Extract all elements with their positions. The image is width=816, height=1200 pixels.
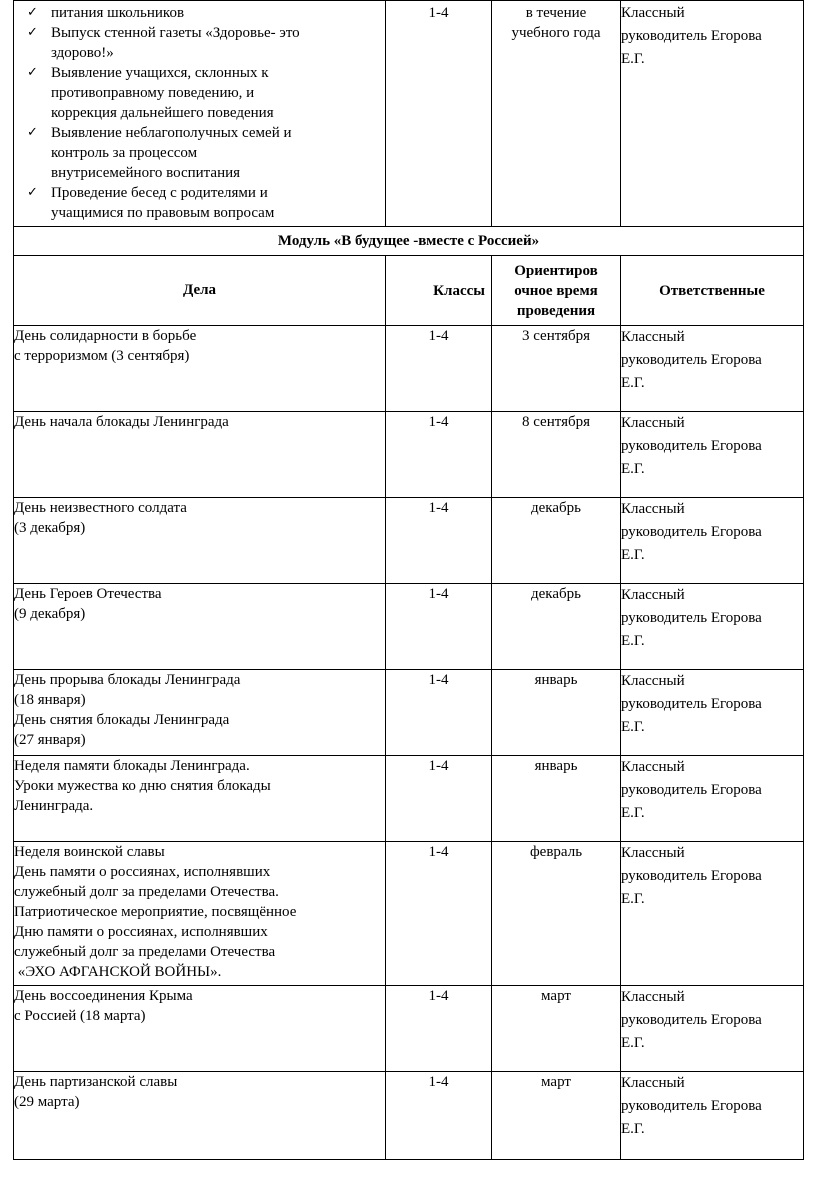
event-name — [14, 670, 386, 756]
event-classes: 1-4 — [386, 842, 492, 986]
event-responsible — [621, 584, 804, 670]
resp-line: Е.Г. — [621, 805, 645, 821]
date-line: учебного года — [511, 25, 601, 41]
event-line: День солидарности в борьбе — [14, 328, 197, 344]
header-date-line: проведения — [516, 302, 596, 319]
module-title: Модуль «В будущее -вместе с Россией» — [14, 227, 804, 256]
resp-line: Е.Г. — [621, 1121, 645, 1137]
event-line: с терроризмом (3 сентября) — [14, 348, 190, 364]
event-date: январь — [492, 756, 621, 842]
event-responsible — [621, 986, 804, 1072]
event-row — [14, 326, 804, 412]
event-line: Неделя воинской славы — [14, 844, 165, 860]
resp-line: Классный — [621, 501, 685, 517]
event-line: (29 марта) — [14, 1094, 80, 1110]
event-name — [14, 756, 386, 842]
checklist-line: внутрисемейного воспитания — [51, 165, 241, 181]
checklist — [14, 3, 385, 223]
checklist-line: Выявление неблагополучных семей и — [51, 125, 292, 141]
event-responsible — [621, 670, 804, 756]
checklist-item — [27, 123, 385, 183]
resp-line: Е.Г. — [621, 719, 645, 735]
event-row — [14, 584, 804, 670]
event-line: Патриотическое мероприятие, посвящённое — [14, 904, 297, 920]
checklist-line: учащимися по правовым вопросам — [51, 205, 275, 221]
event-line: (9 декабря) — [14, 606, 86, 622]
checkmark-icon: ✓ — [27, 125, 38, 140]
top-row-date — [492, 1, 621, 227]
resp-line: руководитель Егорова — [621, 1098, 762, 1114]
date-line: в течение — [525, 5, 587, 21]
checklist-line: противоправному поведению, и — [51, 85, 255, 101]
resp-line: руководитель Егорова — [621, 28, 762, 44]
event-date: март — [492, 986, 621, 1072]
event-row — [14, 842, 804, 986]
event-classes: 1-4 — [386, 756, 492, 842]
header-date-line: Ориентиров — [514, 262, 598, 279]
checklist-line: Выявление учащихся, склонных к — [51, 65, 269, 81]
event-date: 8 сентября — [492, 412, 621, 498]
resp-line: Классный — [621, 1075, 685, 1091]
header-date-line: очное время — [514, 282, 598, 299]
event-line: День воссоединения Крыма — [14, 988, 193, 1004]
event-responsible — [621, 756, 804, 842]
checklist-line: Проведение бесед с родителями и — [51, 185, 268, 201]
event-date: 3 сентября — [492, 326, 621, 412]
resp-line: Классный — [621, 329, 685, 345]
event-line: День партизанской славы — [14, 1074, 178, 1090]
header-row — [14, 256, 804, 326]
event-name — [14, 412, 386, 498]
plan-table-body — [14, 1, 804, 1160]
event-line: с Россией (18 марта) — [14, 1008, 146, 1024]
event-line: (18 января) — [14, 692, 86, 708]
checklist-item — [27, 183, 385, 223]
event-line: Ленинграда. — [14, 798, 94, 814]
resp-line: руководитель Егорова — [621, 610, 762, 626]
event-name — [14, 842, 386, 986]
event-responsible — [621, 1072, 804, 1160]
event-date: февраль — [492, 842, 621, 986]
event-responsible — [621, 326, 804, 412]
top-row-responsible — [621, 1, 804, 227]
event-classes: 1-4 — [386, 1072, 492, 1160]
event-name — [14, 986, 386, 1072]
event-date: декабрь — [492, 498, 621, 584]
resp-line: Классный — [621, 673, 685, 689]
plan-table — [13, 0, 804, 1160]
event-line: День памяти о россиянах, исполнявших — [14, 864, 271, 880]
event-line: Уроки мужества ко дню снятия блокады — [14, 778, 271, 794]
event-responsible — [621, 412, 804, 498]
event-line: служебный долг за пределами Отечества. — [14, 884, 279, 900]
resp-line: руководитель Егорова — [621, 868, 762, 884]
event-classes: 1-4 — [386, 670, 492, 756]
event-date: март — [492, 1072, 621, 1160]
event-line: День прорыва блокады Ленинграда — [14, 672, 241, 688]
resp-line: руководитель Егорова — [621, 696, 762, 712]
resp-line: Классный — [621, 587, 685, 603]
event-line: День неизвестного солдата — [14, 500, 187, 516]
checklist-item — [27, 63, 385, 123]
resp-line: руководитель Егорова — [621, 438, 762, 454]
checklist-line: Выпуск стенной газеты «Здоровье- это — [51, 25, 300, 41]
resp-line: Классный — [621, 5, 685, 21]
checklist-line: коррекция дальнейшего поведения — [51, 105, 274, 121]
event-line: «ЭХО АФГАНСКОЙ ВОЙНЫ». — [14, 964, 222, 980]
event-name — [14, 1072, 386, 1160]
resp-line: Е.Г. — [621, 375, 645, 391]
top-row-events — [14, 1, 386, 227]
header-date — [492, 256, 621, 326]
resp-line: Е.Г. — [621, 1035, 645, 1051]
checklist-item — [27, 23, 385, 63]
event-line: служебный долг за пределами Отечества — [14, 944, 276, 960]
event-classes: 1-4 — [386, 584, 492, 670]
event-row — [14, 670, 804, 756]
event-responsible — [621, 498, 804, 584]
checkmark-icon: ✓ — [27, 185, 38, 200]
event-row — [14, 756, 804, 842]
event-classes: 1-4 — [386, 326, 492, 412]
checklist-line: здорово!» — [51, 45, 114, 61]
checklist-line: контроль за процессом — [51, 145, 198, 161]
resp-line: руководитель Егорова — [621, 1012, 762, 1028]
event-row — [14, 412, 804, 498]
resp-line: Е.Г. — [621, 633, 645, 649]
header-classes: Классы — [386, 256, 492, 326]
event-line: Неделя памяти блокады Ленинграда. — [14, 758, 250, 774]
event-line: Дню памяти о россиянах, исполнявших — [14, 924, 268, 940]
resp-line: Классный — [621, 845, 685, 861]
resp-line: Е.Г. — [621, 461, 645, 477]
module-row — [14, 227, 804, 256]
event-date: январь — [492, 670, 621, 756]
event-responsible — [621, 842, 804, 986]
event-classes: 1-4 — [386, 412, 492, 498]
event-name — [14, 498, 386, 584]
checklist-item — [27, 3, 385, 23]
resp-line: руководитель Егорова — [621, 782, 762, 798]
event-classes: 1-4 — [386, 986, 492, 1072]
event-line: (3 декабря) — [14, 520, 86, 536]
event-line: День снятия блокады Ленинграда — [14, 712, 230, 728]
resp-line: Е.Г. — [621, 547, 645, 563]
resp-line: Классный — [621, 989, 685, 1005]
event-line: (27 января) — [14, 732, 86, 748]
event-name — [14, 326, 386, 412]
resp-line: Классный — [621, 415, 685, 431]
checkmark-icon: ✓ — [27, 25, 38, 40]
resp-line: Классный — [621, 759, 685, 775]
event-row — [14, 1072, 804, 1160]
resp-line: руководитель Егорова — [621, 524, 762, 540]
resp-line: руководитель Егорова — [621, 352, 762, 368]
event-line: День Героев Отечества — [14, 586, 162, 602]
checklist-line: питания школьников — [51, 5, 185, 21]
header-responsible: Ответственные — [621, 256, 804, 326]
checkmark-icon: ✓ — [27, 5, 38, 20]
event-row — [14, 498, 804, 584]
resp-line: Е.Г. — [621, 891, 645, 907]
event-line: День начала блокады Ленинграда — [14, 414, 229, 430]
event-classes: 1-4 — [386, 498, 492, 584]
event-row — [14, 986, 804, 1072]
top-row — [14, 1, 804, 227]
checkmark-icon: ✓ — [27, 65, 38, 80]
event-date: декабрь — [492, 584, 621, 670]
header-events: Дела — [14, 256, 386, 326]
event-name — [14, 584, 386, 670]
resp-line: Е.Г. — [621, 51, 645, 67]
top-row-classes: 1-4 — [386, 1, 492, 227]
